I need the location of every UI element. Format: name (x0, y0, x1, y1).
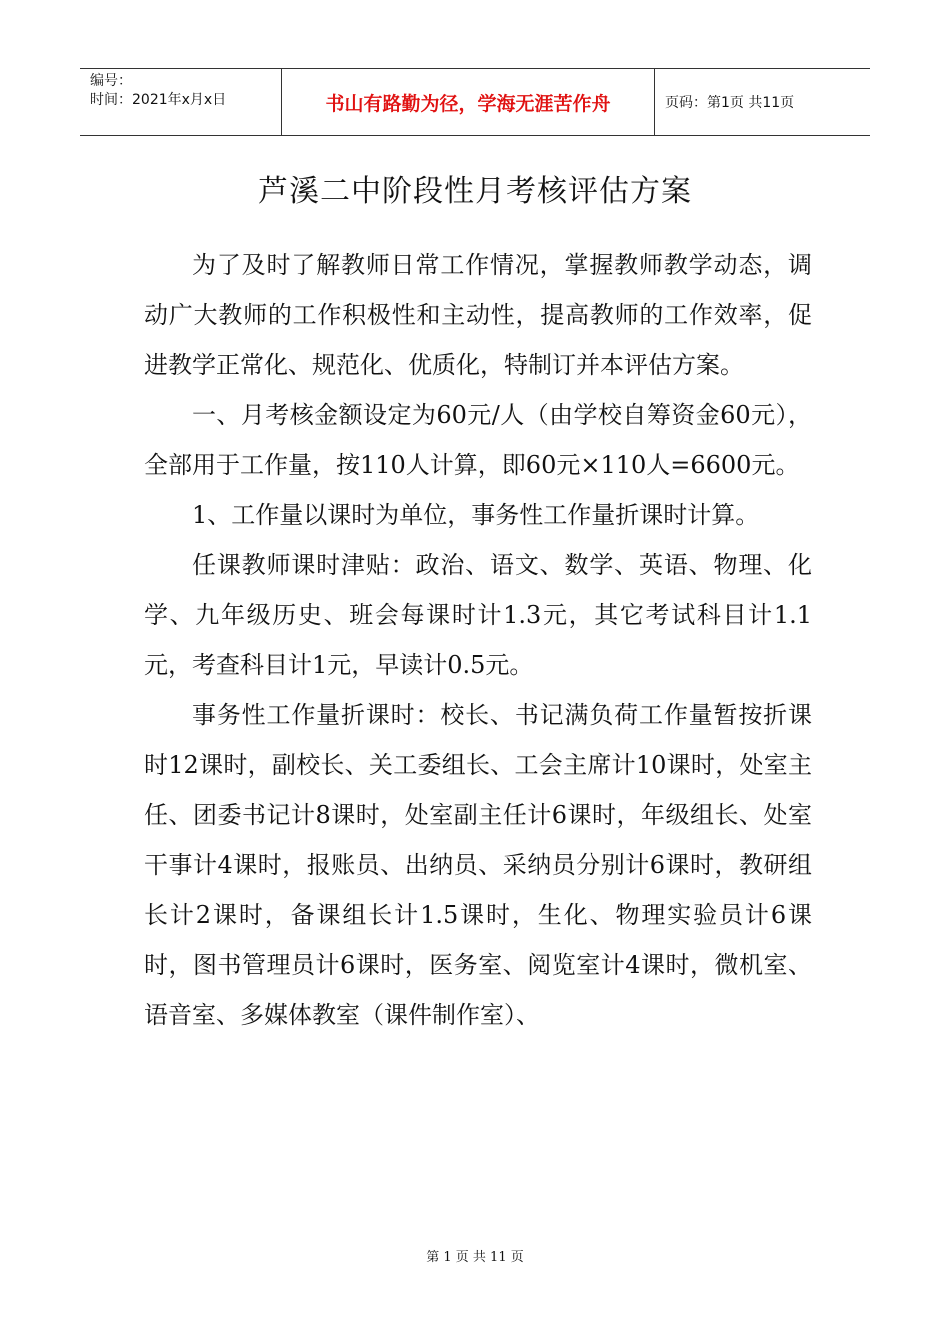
document-title: 芦溪二中阶段性月考核评估方案 (258, 174, 692, 209)
paragraph: 事务性工作量折课时：校长、书记满负荷工作量暂按折课时12课时，副校长、关工委组长、工会主席计10课时，处室主任、团委书记计8课时，处室副主任计6课时，年级组长、处室干事计4课时，报账员、出纳员、采纳员分别计6课时，教研组长计2课时，备课组长计1.5课时，生化、物理实验员计6课时，图书管理员计6课时，医务室、阅览室计4课时，微机室、语音室、多媒体教室（课件制作室）、 (144, 701, 812, 1029)
header-table (80, 68, 870, 136)
page-footer: 第 1 页 共 11 页 (426, 1250, 524, 1265)
paragraph: 一、月考核金额设定为60元/人（由学校自筹资金60元），全部用于工作量，按110人计算，即60元×110人=6600元。 (144, 401, 812, 479)
paragraph: 为了及时了解教师日常工作情况，掌握教师教学动态，调动广大教师的工作积极性和主动性，提高教师的工作效率，促进教学正常化、规范化、优质化，特制订并本评估方案。 (144, 251, 812, 379)
paragraph: 1、工作量以课时为单位，事务性工作量折课时计算。 (192, 501, 760, 529)
header-page-cell (655, 69, 870, 135)
date-label: 时间：2021年x月x日 (90, 92, 227, 108)
header-motto-cell (282, 69, 655, 135)
document-body (144, 240, 812, 1040)
header-meta-cell (80, 69, 282, 135)
motto-text: 书山有路勤为径，学海无涯苦作舟 (325, 92, 611, 115)
page-info: 页码：第1页 共11页 (665, 95, 795, 111)
paragraph: 任课教师课时津贴：政治、语文、数学、英语、物理、化学、九年级历史、班会每课时计1.3元，其它考试科目计1.1元，考查科目计1元，早读计0.5元。 (144, 551, 812, 679)
number-label: 编号： (90, 73, 132, 89)
